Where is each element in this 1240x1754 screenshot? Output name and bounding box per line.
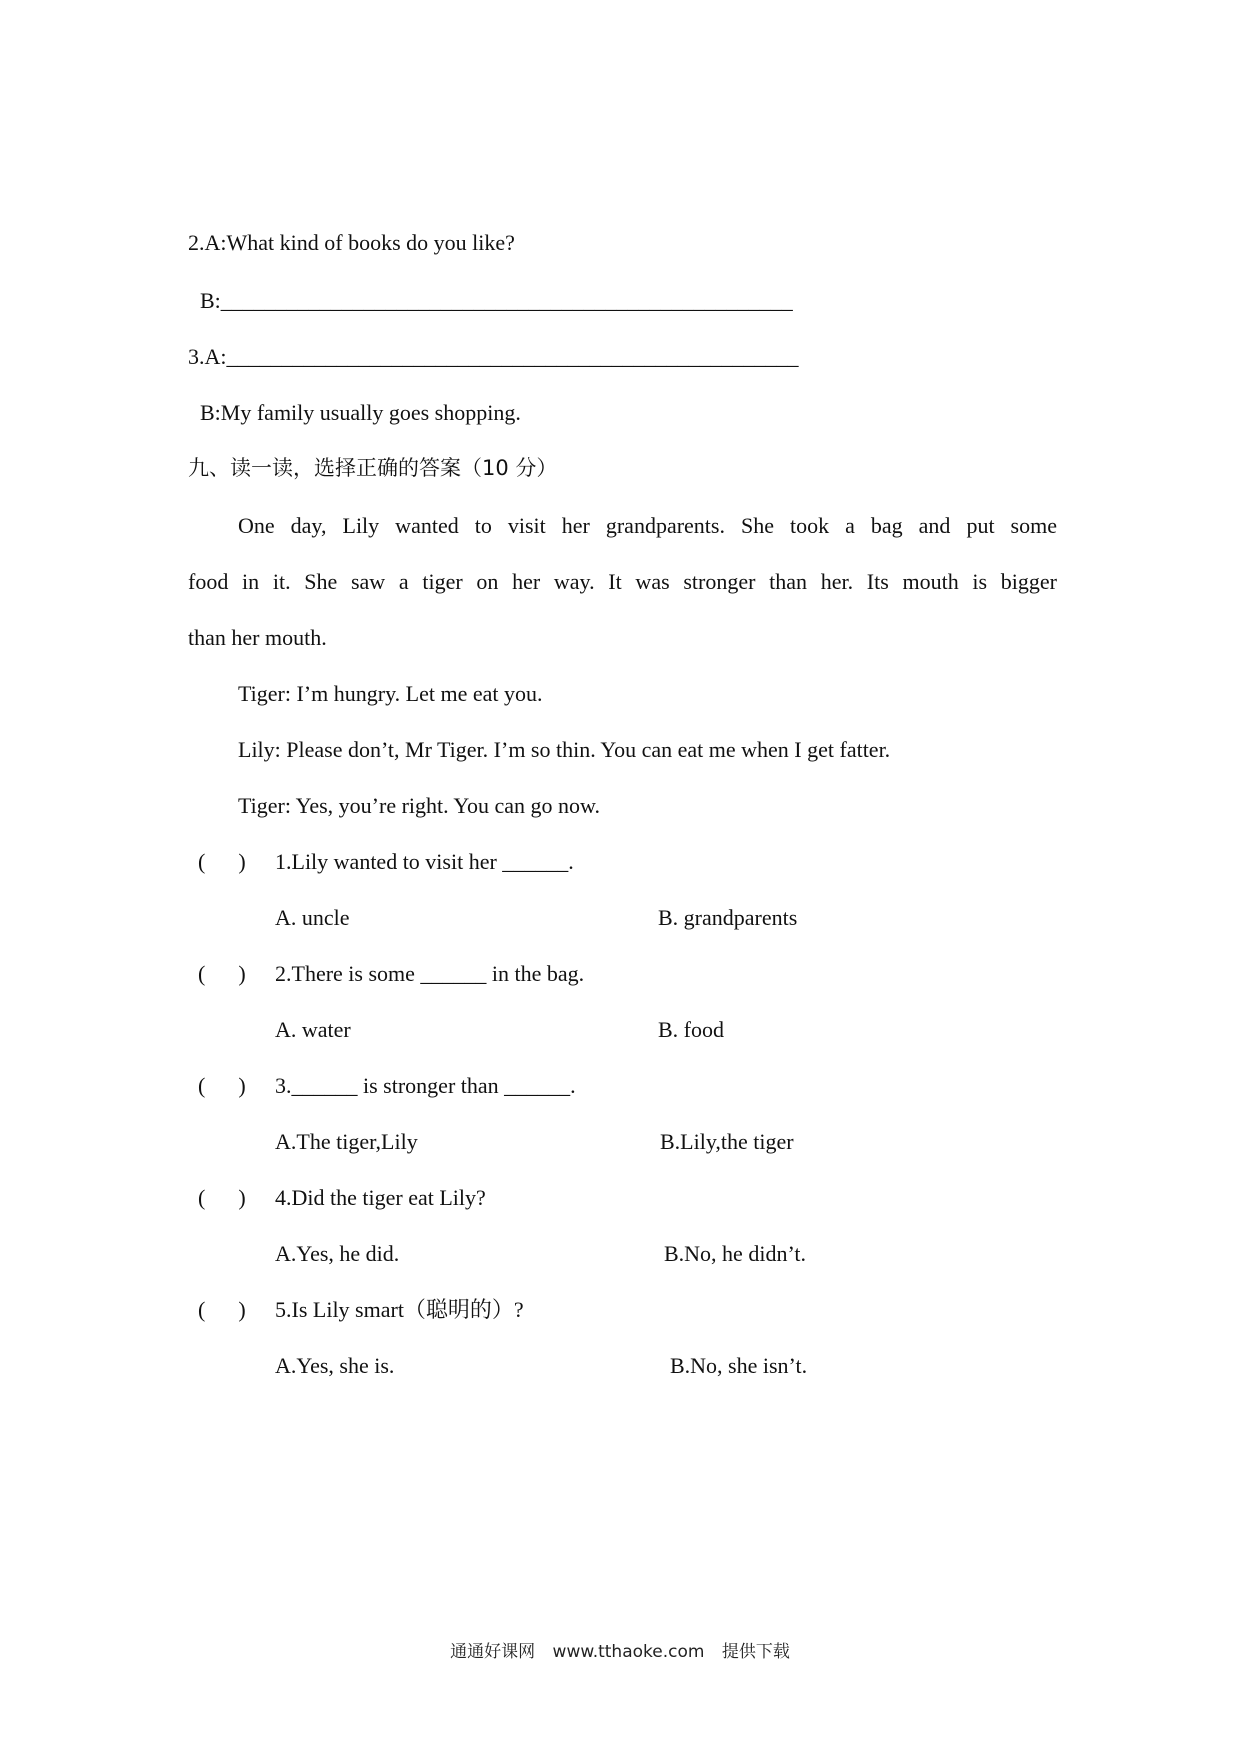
page-footer: [0, 1637, 1240, 1662]
dialogue-q3-b: B:My family usually goes shopping.: [200, 400, 521, 425]
option-a[interactable]: A. uncle: [275, 905, 350, 930]
passage-line-2: food in it. She saw a tiger on her way. It was stronger than her. Its mouth is bigger: [188, 569, 1057, 594]
question-text: 1.Lily wanted to visit her ______.: [275, 849, 574, 874]
option-a[interactable]: A.Yes, she is.: [275, 1353, 395, 1378]
question-text: 5.Is Lily smart（聪明的）?: [275, 1297, 524, 1322]
conversation-line-3: Tiger: Yes, you’re right. You can go now.: [238, 793, 601, 818]
passage-line-1: One day, Lily wanted to visit her grandparents. She took a bag and put some: [238, 513, 1057, 538]
footer-site-name: 通通好课网: [450, 1642, 536, 1662]
option-b[interactable]: B.No, he didn’t.: [664, 1241, 806, 1266]
question-text: 2.There is some ______ in the bag.: [275, 961, 585, 986]
option-b[interactable]: B.Lily,the tiger: [660, 1129, 794, 1154]
passage-line-3: than her mouth.: [188, 625, 327, 650]
answer-paren[interactable]: ( ): [198, 1297, 246, 1322]
option-a[interactable]: A. water: [275, 1017, 351, 1042]
dialogue-q2-a: 2.A:What kind of books do you like?: [188, 230, 515, 255]
section-heading: 九、读一读，选择正确的答案（10 分）: [188, 456, 558, 480]
dialogue-q2-b: B:____________________________________________________: [200, 288, 793, 313]
answer-paren[interactable]: ( ): [198, 1073, 246, 1098]
question-text: 3.______ is stronger than ______.: [275, 1073, 576, 1098]
answer-paren[interactable]: ( ): [198, 961, 246, 986]
footer-url[interactable]: www.tthaoke.com: [552, 1642, 705, 1662]
option-b[interactable]: B. food: [658, 1017, 724, 1042]
dialogue-q3-a: 3.A:____________________________________________________: [188, 344, 799, 369]
answer-paren[interactable]: ( ): [198, 1185, 246, 1210]
question-text: 4.Did the tiger eat Lily?: [275, 1185, 486, 1210]
conversation-line-1: Tiger: I’m hungry. Let me eat you.: [238, 681, 543, 706]
option-a[interactable]: A.The tiger,Lily: [275, 1129, 418, 1154]
option-a[interactable]: A.Yes, he did.: [275, 1241, 400, 1266]
option-b[interactable]: B.No, she isn’t.: [670, 1353, 808, 1378]
conversation-line-2: Lily: Please don’t, Mr Tiger. I’m so thin. You can eat me when I get fatter.: [238, 737, 891, 762]
answer-paren[interactable]: ( ): [198, 849, 246, 874]
option-b[interactable]: B. grandparents: [658, 905, 798, 930]
footer-suffix: 提供下载: [721, 1642, 790, 1662]
